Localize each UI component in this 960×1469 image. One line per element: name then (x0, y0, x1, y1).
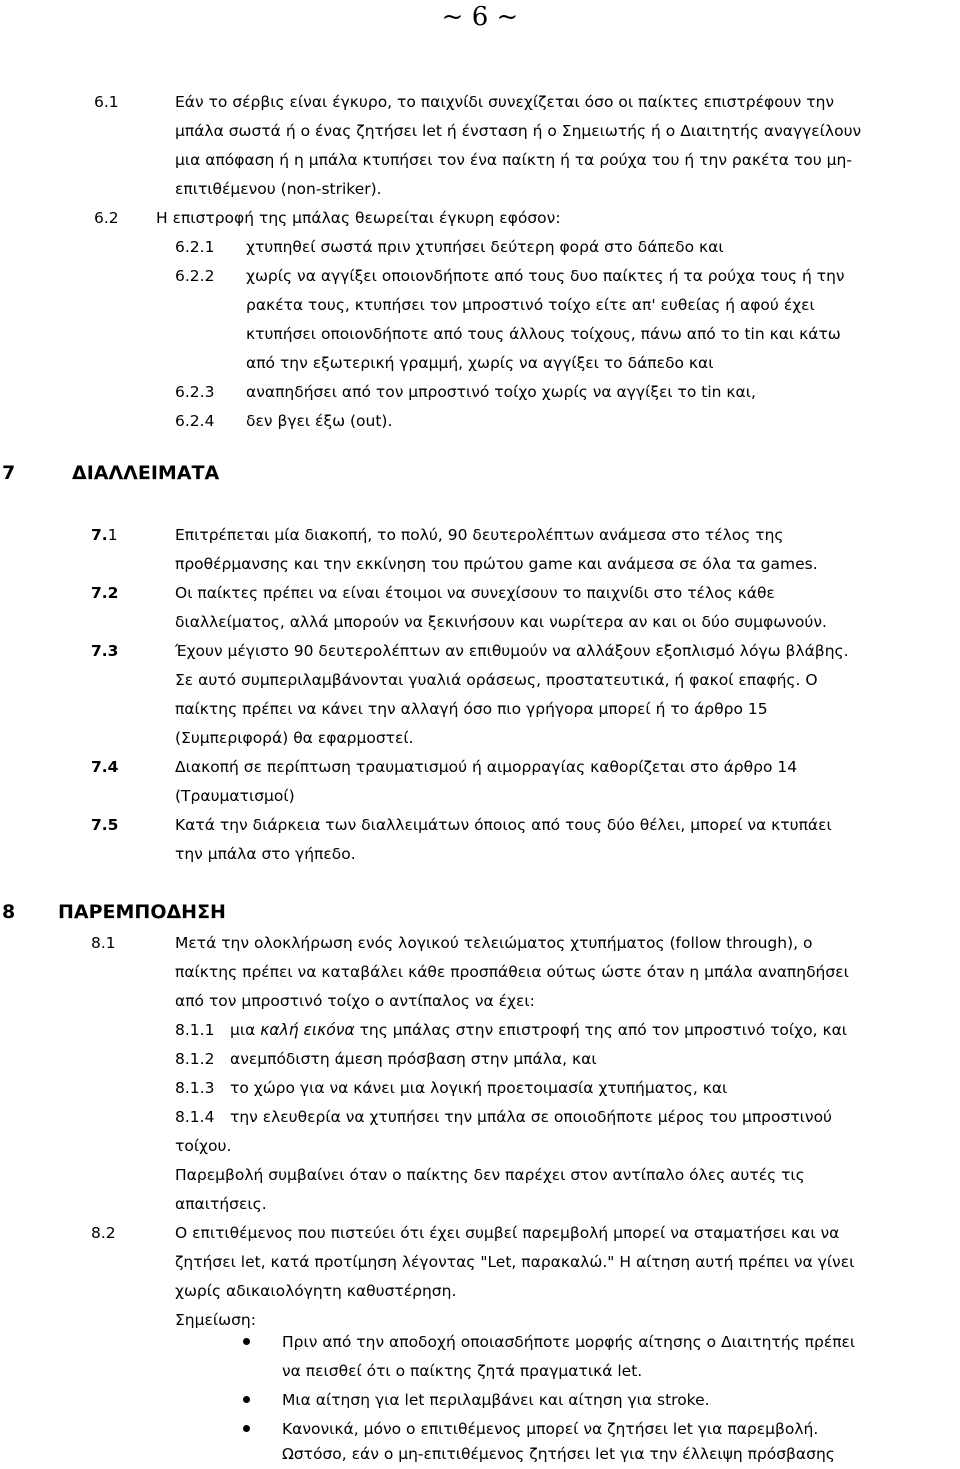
text-part: μια (230, 1021, 261, 1039)
page-number: ~ 6 ~ (441, 2, 519, 32)
rule-8-1-tail: απαιτήσεις. (175, 1195, 267, 1213)
note-bullet-line: να πεισθεί ότι ο παίκτης ζητά πραγματικά let. (282, 1362, 643, 1380)
rule-8-1-tail: Παρεμβολή συμβαίνει όταν ο παίκτης δεν παρέχει στον αντίπαλο όλες αυτές τις (175, 1166, 805, 1184)
rule-6-1-number: 6.1 (94, 93, 119, 111)
rule-7-4-line: (Τραυματισμοί) (175, 787, 295, 805)
text-part: της μπάλας στην επιστροφή της από τον μπροστινό τοίχο, και (354, 1021, 848, 1039)
rule-6-2-3-text: αναπηδήσει από τον μπροστινό τοίχο χωρίς να αγγίξει το tin και, (246, 383, 756, 401)
note-bullet-line: Πριν από την αποδοχή οποιασδήποτε μορφής αίτησης ο Διαιτητής πρέπει (282, 1333, 856, 1351)
rule-7-5-line: Κατά την διάρκεια των διαλλειμάτων όποιος από τους δύο θέλει, μπορεί να κτυπάει (175, 816, 832, 834)
rule-8-1-line: από τον μπροστινό τοίχο ο αντίπαλος να έχει: (175, 992, 535, 1010)
rule-6-2-number: 6.2 (94, 209, 119, 227)
rule-8-1-4-number: 8.1.4 (175, 1108, 215, 1126)
rule-7-1-number-main: 7. (91, 526, 108, 544)
rule-6-2-2-number: 6.2.2 (175, 267, 215, 285)
rule-8-2-line: Ο επιτιθέμενος που πιστεύει ότι έχει συμβεί παρεμβολή μπορεί να σταματήσει και να (175, 1224, 840, 1242)
note-bullet-line: Ωστόσο, εάν ο μη-επιτιθέμενος ζητήσει let για την έλλειψη πρόσβασης (282, 1445, 835, 1463)
rule-7-2-line: διαλλείματος, αλλά μπορούν να ξεκινήσουν και νωρίτερα αν και οι δύο συμφωνούν. (175, 613, 827, 631)
rule-8-2-number: 8.2 (91, 1224, 116, 1242)
rule-6-1-line: μπάλα σωστά ή ο ένας ζητήσει let ή ένσταση ή ο Σημειωτής ή ο Διαιτητής αναγγείλουν (175, 122, 862, 140)
rule-7-3-line: (Συμπεριφορά) θα εφαρμοστεί. (175, 729, 414, 747)
rule-7-4-line: Διακοπή σε περίπτωση τραυματισμού ή αιμορραγίας καθορίζεται στο άρθρο 14 (175, 758, 798, 776)
rule-8-1-number: 8.1 (91, 934, 116, 952)
emphasis-text: καλή εικόνα (260, 1021, 355, 1039)
rule-6-2-1-text: χτυπηθεί σωστά πριν χτυπήσει δεύτερη φορά στο δάπεδο και (246, 238, 724, 256)
rule-7-3-line: Σε αυτό συμπεριλαμβάνονται γυαλιά οράσεως, προστατευτικά, ή φακοί επαφής. Ο (175, 671, 818, 689)
rule-8-1-3-text: το χώρο για να κάνει μια λογική προετοιμασία χτυπήματος, και (230, 1079, 728, 1097)
rule-6-2-4-text: δεν βγει έξω (out). (246, 412, 393, 430)
rule-6-2-1-number: 6.2.1 (175, 238, 215, 256)
rule-7-5-line: την μπάλα στο γήπεδο. (175, 845, 356, 863)
section-7-title: ΔΙΑΛΛΕΙΜΑΤΑ (72, 462, 220, 484)
rule-8-2-line: ζητήσει let, κατά προτίμηση λέγοντας "Let, παρακαλώ." Η αίτηση αυτή πρέπει να γίνει (175, 1253, 855, 1271)
rule-8-1-2-number: 8.1.2 (175, 1050, 215, 1068)
bullet-icon (243, 1425, 250, 1432)
rule-7-3-number: 7.3 (91, 642, 119, 660)
rule-6-2-2-line: κτυπήσει οποιονδήποτε από τους άλλους τοίχους, πάνω από το tin και κάτω (246, 325, 841, 343)
rule-8-1-1-text (230, 1016, 847, 1045)
section-8-title: ΠΑΡΕΜΠΟΔΗΣΗ (58, 901, 226, 923)
rule-7-1-number (91, 521, 118, 550)
rule-8-1-tail: τοίχου. (175, 1137, 232, 1155)
rule-8-1-line: παίκτης πρέπει να καταβάλει κάθε προσπάθεια ούτως ώστε όταν η μπάλα αναπηδήσει (175, 963, 849, 981)
section-7-number: 7 (2, 462, 16, 484)
rule-7-1-number-sub: 1 (107, 526, 118, 544)
rule-7-3-line: Έχουν μέγιστο 90 δευτερολέπτων αν επιθυμούν να αλλάξουν εξοπλισμό λόγω βλάβης. (175, 642, 849, 660)
rule-8-1-line: Μετά την ολοκλήρωση ενός λογικού τελειώματος χτυπήματος (follow through), ο (175, 934, 813, 952)
rule-7-2-number: 7.2 (91, 584, 119, 602)
rule-8-2-line: χωρίς αδικαιολόγητη καθυστέρηση. (175, 1282, 457, 1300)
section-8-number: 8 (2, 901, 16, 923)
note-bullet-line: Μια αίτηση για let περιλαμβάνει και αίτηση για stroke. (282, 1391, 710, 1409)
rule-6-1-line: μια απόφαση ή η μπάλα κτυπήσει τον ένα παίκτη ή τα ρούχα του ή την ρακέτα του μη- (175, 151, 852, 169)
bullet-icon (243, 1396, 250, 1403)
rule-7-5-number: 7.5 (91, 816, 119, 834)
rule-6-2-2-line: χωρίς να αγγίξει οποιονδήποτε από τους δυο παίκτες ή τα ρούχα τους ή την (246, 267, 845, 285)
rule-6-2-3-number: 6.2.3 (175, 383, 215, 401)
rule-7-4-number: 7.4 (91, 758, 119, 776)
bullet-icon (243, 1338, 250, 1345)
note-bullet-line: Κανονικά, μόνο ο επιτιθέμενος μπορεί να ζητήσει let για παρεμβολή. (282, 1420, 819, 1438)
rule-6-2-text: Η επιστροφή της μπάλας θεωρείται έγκυρη εφόσον: (156, 209, 561, 227)
rule-7-3-line: παίκτης πρέπει να κάνει την αλλαγή όσο πιο γρήγορα μπορεί ή το άρθρο 15 (175, 700, 768, 718)
rule-6-1-line: επιτιθέμενου (non-striker). (175, 180, 382, 198)
rule-6-2-4-number: 6.2.4 (175, 412, 215, 430)
note-label: Σημείωση: (175, 1311, 256, 1329)
rule-8-1-3-number: 8.1.3 (175, 1079, 215, 1097)
rule-8-1-1-number: 8.1.1 (175, 1021, 215, 1039)
rule-6-2-2-line: από την εξωτερική γραμμή, χωρίς να αγγίξει το δάπεδο και (246, 354, 714, 372)
rule-6-1-line: Εάν το σέρβις είναι έγκυρο, το παιχνίδι συνεχίζεται όσο οι παίκτες επιστρέφουν την (175, 93, 835, 111)
rule-7-1-line: Επιτρέπεται μία διακοπή, το πολύ, 90 δευτερολέπτων ανάμεσα στο τέλος της (175, 526, 784, 544)
rule-7-1-line: προθέρμανσης και την εκκίνηση του πρώτου game και ανάμεσα σε όλα τα games. (175, 555, 818, 573)
rule-8-1-2-text: ανεμπόδιστη άμεση πρόσβαση στην μπάλα, και (230, 1050, 597, 1068)
rule-8-1-4-text: την ελευθερία να χτυπήσει την μπάλα σε οποιοδήποτε μέρος του μπροστινού (230, 1108, 833, 1126)
rule-7-2-line: Οι παίκτες πρέπει να είναι έτοιμοι να συνεχίσουν το παιχνίδι στο τέλος κάθε (175, 584, 775, 602)
rule-6-2-2-line: ρακέτα τους, κτυπήσει τον μπροστινό τοίχο είτε απ' ευθείας ή αφού έχει (246, 296, 815, 314)
